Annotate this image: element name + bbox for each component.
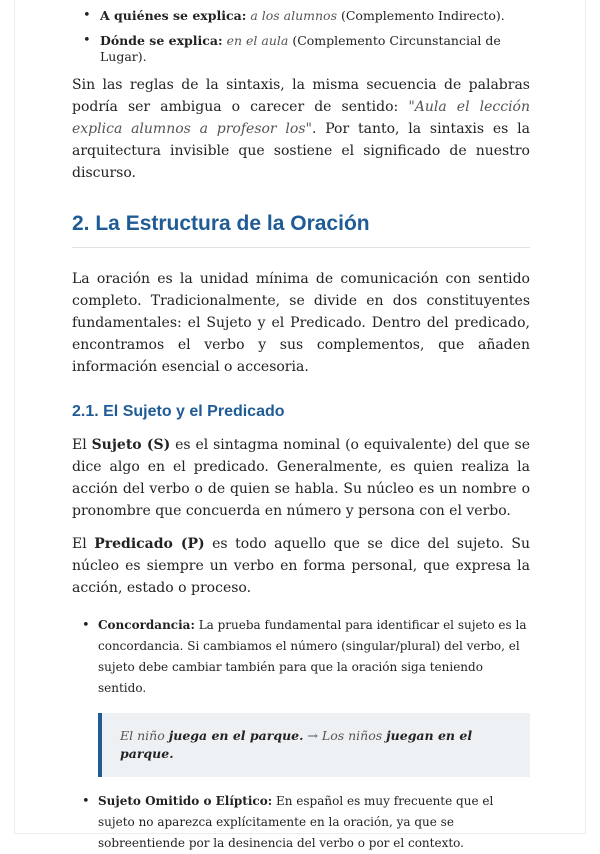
example-blockquote <box>98 713 530 777</box>
intro-paragraph <box>72 74 530 184</box>
item-note: (Complemento Indirecto). <box>340 8 505 23</box>
item-label: Dónde se explica: <box>100 33 223 48</box>
list-item <box>72 33 530 65</box>
intro-text: Sin las reglas de la sintaxis, la misma secuencia de palabras podría ser ambigua o carecer de sentido: <box>72 77 530 115</box>
function-list <box>72 8 530 65</box>
concept-list-2 <box>72 791 530 854</box>
ambiguous-example: "Aula el lección explica alumnos a profesor los" <box>72 99 531 137</box>
predicado-paragraph <box>72 533 530 599</box>
section-paragraph: La oración es la unidad mínima de comunicación con sentido completo. Tradicionalmente, se divide en dos constituyentes fundamentales: el Sujeto y el Predicado. Dentro del predicado, encontramos el verbo y sus complementos, que añaden información esencial o accesoria. <box>72 271 530 375</box>
item-note: (Complemento Circunstancial de Lugar). <box>100 33 501 64</box>
omitido-text: En español es muy frecuente que el sujeto no aparezca explícitamente en la oración, ya que se sobreentiende por la desinencia del verbo o por el contexto. <box>98 794 494 850</box>
example-verb-plural: juegan en el parque. <box>120 728 473 761</box>
item-phrase: a los alumnos <box>250 8 337 23</box>
item-phrase: en el aula <box>226 33 289 48</box>
subsection-heading: 2.1. El Sujeto y el Predicado <box>72 403 285 420</box>
sujeto-paragraph <box>72 434 530 522</box>
document-content <box>72 8 530 854</box>
intro-text-end: . Por tanto, la sintaxis es la arquitectura invisible que sostiene el significado de nuestro discurso. <box>72 121 530 181</box>
predicado-article: El <box>72 536 95 552</box>
example-arrow: → Los niños <box>303 728 387 743</box>
list-item <box>72 8 530 24</box>
example-verb: juega en el parque. <box>168 728 304 743</box>
section-heading: 2. La Estructura de la Oración <box>72 212 530 248</box>
predicado-term: Predicado (P) <box>94 536 205 552</box>
omitido-label: Sujeto Omitido o Elíptico: <box>98 794 273 808</box>
concordancia-label: Concordancia: <box>98 618 195 632</box>
item-label: A quiénes se explica: <box>100 8 247 23</box>
example-text: El niño <box>120 728 169 743</box>
list-item <box>72 615 530 699</box>
concept-list <box>72 615 530 699</box>
predicado-definition: es todo aquello que se dice del sujeto. Su núcleo es siempre un verbo en forma personal, que expresa la acción, estado o proceso. <box>72 536 530 596</box>
list-item <box>72 791 530 854</box>
sujeto-term: Sujeto (S) <box>91 437 171 453</box>
document-page <box>14 0 586 850</box>
sujeto-article: El <box>72 437 92 453</box>
sujeto-definition: es el sintagma nominal (o equivalente) del que se dice algo en el predicado. Generalmente, es quien realiza la acción del verbo o de quien se habla. Su núcleo es un nombre o pronombre que concuerda en número y persona con el verbo. <box>72 437 530 519</box>
concordancia-text: La prueba fundamental para identificar el sujeto es la concordancia. Si cambiamos el número (singular/plural) del verbo, el sujeto debe cambiar también para que la oración siga teniendo sentido. <box>98 618 527 695</box>
